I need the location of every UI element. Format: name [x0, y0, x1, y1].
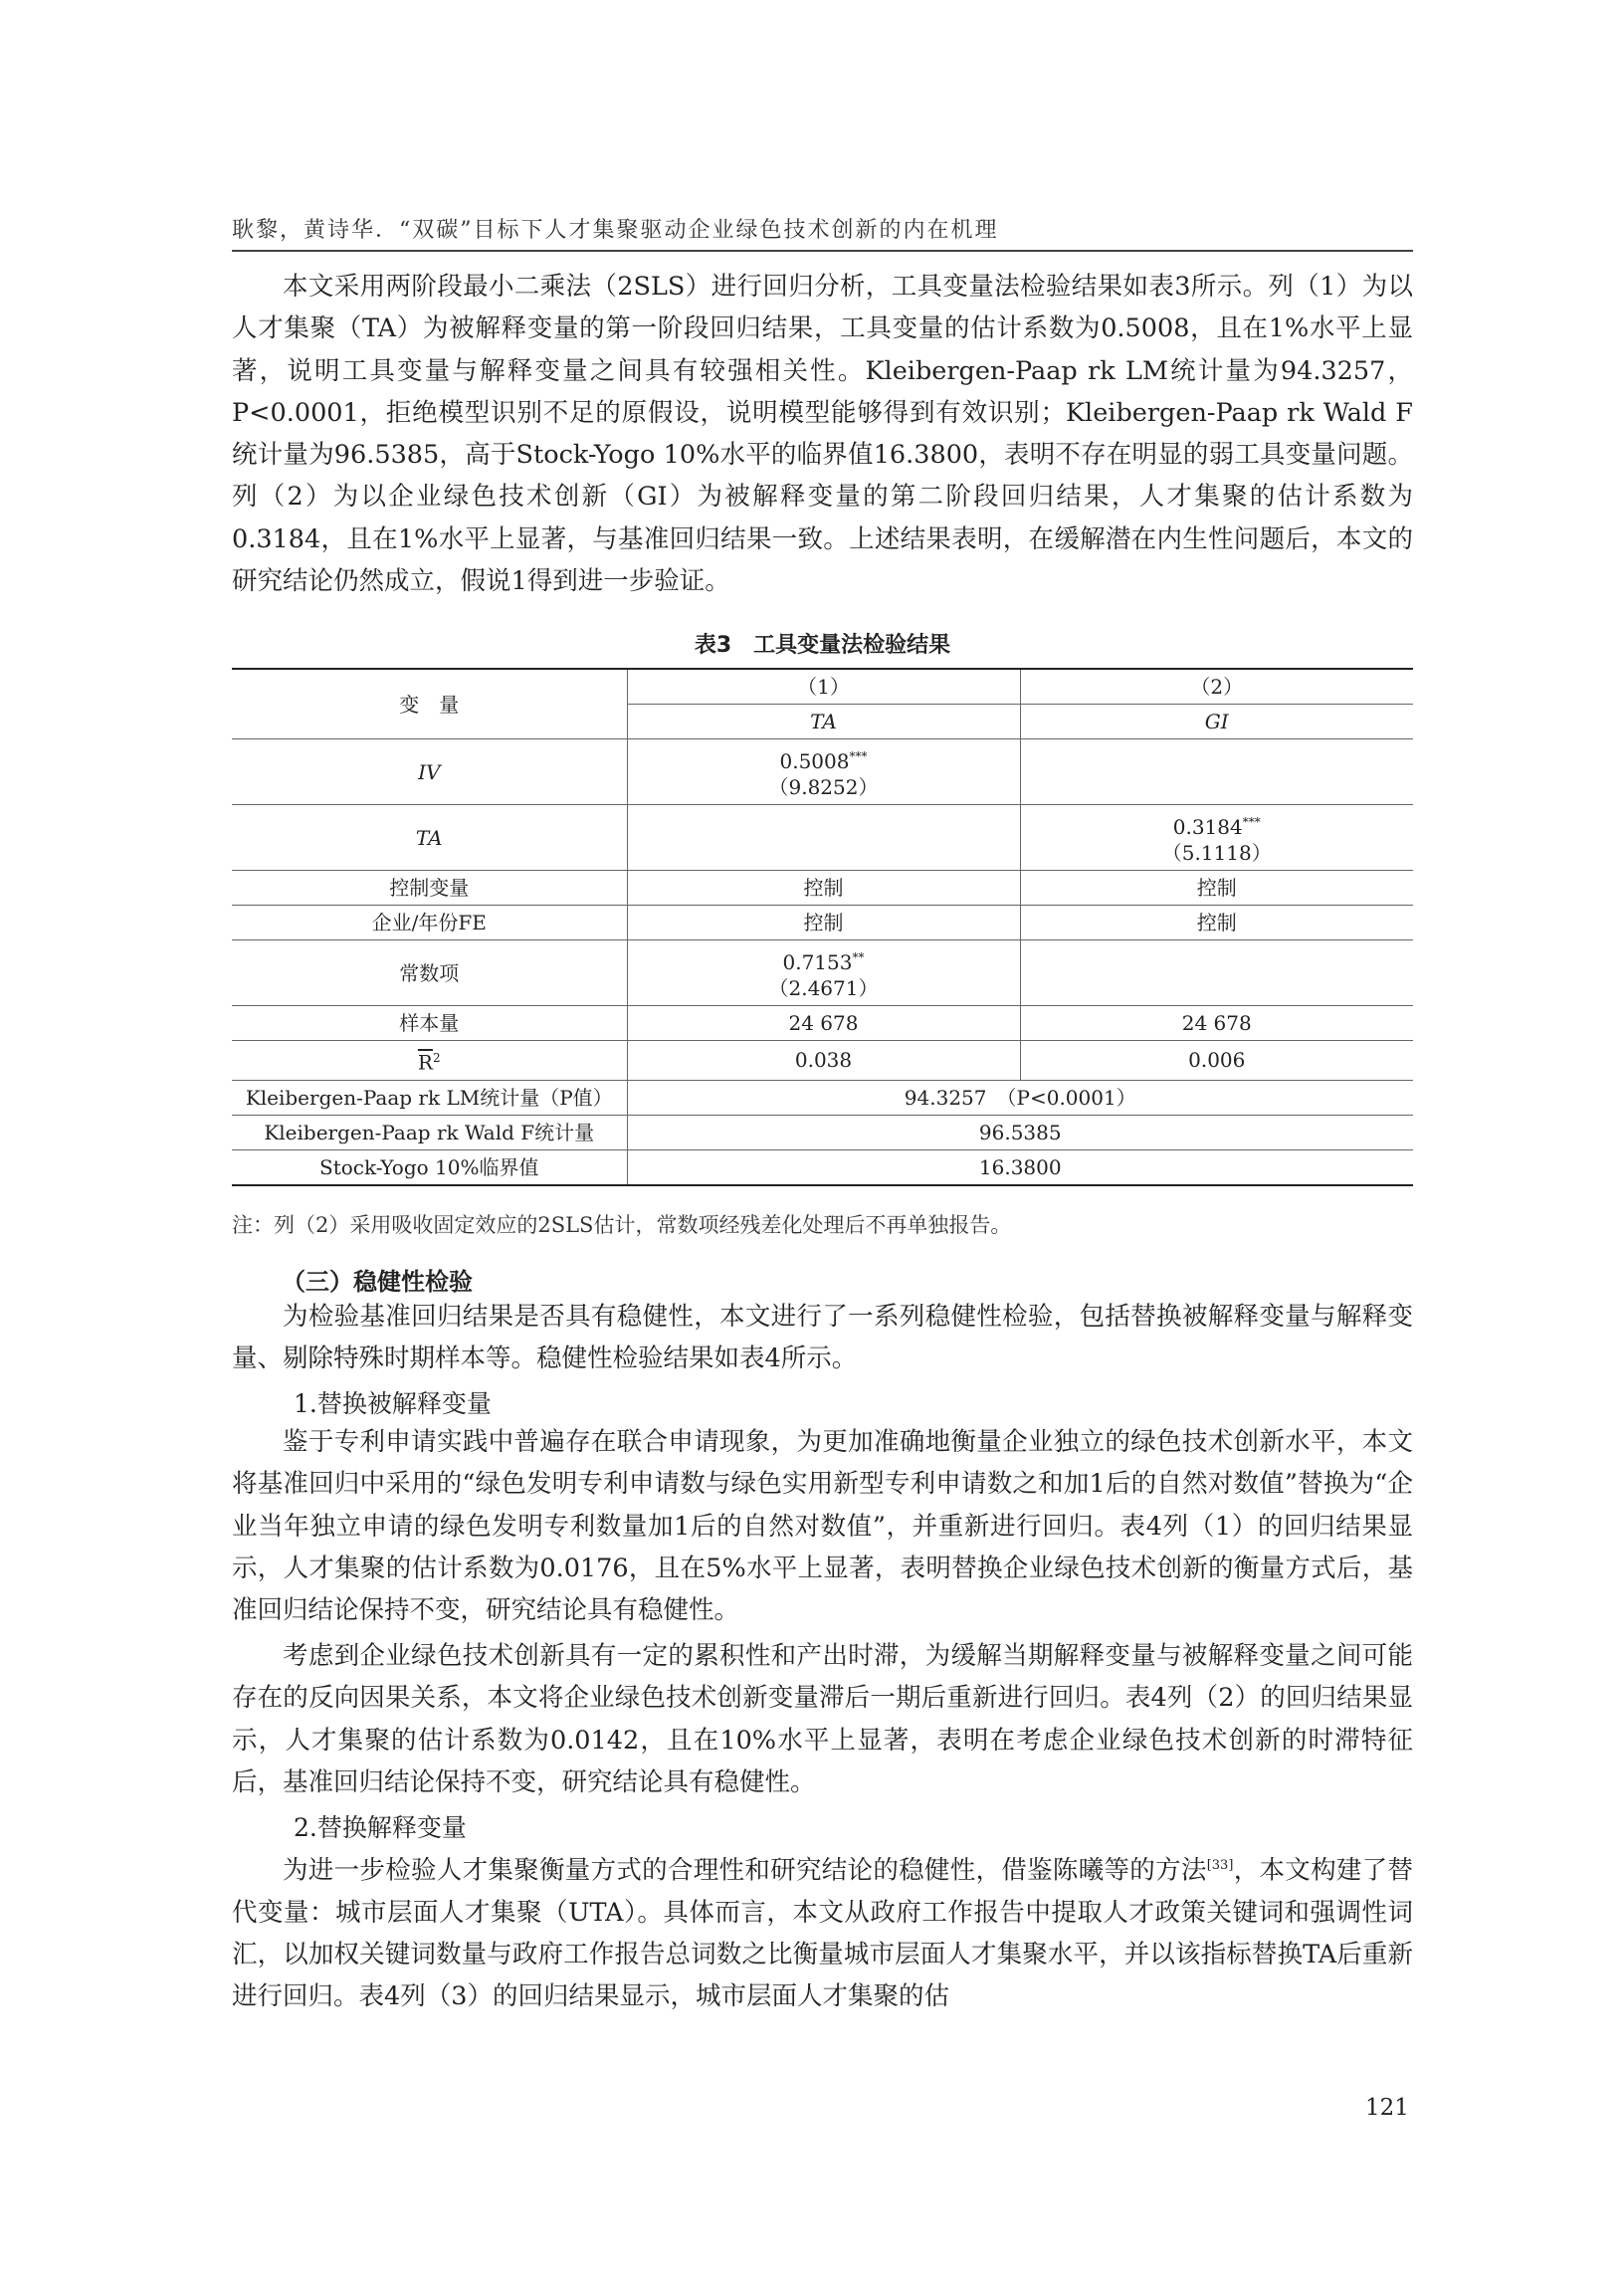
coef-value: 0.3184 — [1172, 815, 1243, 839]
cell-fe-col2: 控制 — [1020, 906, 1413, 940]
cell-iv-col1 — [627, 739, 1020, 805]
section-heading: （三）稳健性检验 — [282, 1268, 473, 1296]
table-row — [232, 805, 1413, 871]
running-header: 耿黎，黄诗华．“双碳”目标下人才集聚驱动企业绿色技术创新的内在机理 — [232, 218, 999, 243]
table-row — [232, 940, 1413, 1006]
t-value: （9.8252） — [768, 775, 879, 799]
table-row — [232, 906, 1413, 940]
table-row — [232, 1006, 1413, 1041]
t-value: （2.4671） — [768, 976, 879, 1000]
cell-ta-col1 — [627, 805, 1020, 871]
row-label-ta: TA — [232, 805, 627, 871]
table-row — [232, 871, 1413, 906]
cell-n-col2: 24 678 — [1020, 1006, 1413, 1041]
cell-iv-col2 — [1020, 739, 1413, 805]
dep-var-col2: GI — [1020, 705, 1413, 739]
header-col2: （2） — [1020, 669, 1413, 705]
row-label-kp-wald: Kleibergen-Paap rk Wald F统计量 — [232, 1115, 627, 1149]
row-label-constant: 常数项 — [232, 940, 627, 1006]
subheading-dependent-variable: 1.替换被解释变量 — [294, 1389, 492, 1418]
page-number: 121 — [1365, 2095, 1409, 2121]
header-variable: 变 量 — [232, 669, 627, 739]
row-label-iv: IV — [232, 739, 627, 805]
table-3-note: 注：列（2）采用吸收固定效应的2SLS估计，常数项经残差化处理后不再单独报告。 — [232, 1213, 1012, 1237]
r-squared-symbol: $\overline{R}^2$ — [417, 1050, 441, 1075]
cell-r2-col1: 0.038 — [627, 1041, 1020, 1081]
row-label-kp-lm: Kleibergen-Paap rk LM统计量（P值） — [232, 1080, 627, 1115]
cell-controls-col1: 控制 — [627, 871, 1020, 906]
t-value: （5.1118） — [1161, 841, 1272, 865]
cell-constant-col1 — [627, 940, 1020, 1006]
cell-constant-col2 — [1020, 940, 1413, 1006]
table-row — [232, 1080, 1413, 1115]
paragraph-2sls-results: 本文采用两阶段最小二乘法（2SLS）进行回归分析，工具变量法检验结果如表3所示。列（1）为以人才集聚（TA）为被解释变量的第一阶段回归结果，工具变量的估计系数为0.5008，且在1%水平上显著，说明工具变量与解释变量之间具有较强相关性。Kleibergen-Paap rk LM统计量为94.3257，P<0.0001，拒绝模型识别不足的原假设，说明模型能够得到有效识别；Kleibergen-Paap rk Wald F统计量为96.5385，高于Stock-Yogo 10%水平的临界值16.3800，表明不存在明显的弱工具变量问题。列（2）为以企业绿色技术创新（GI）为被解释变量的第二阶段回归结果，人才集聚的估计系数为0.3184，且在1%水平上显著，与基准回归结果一致。上述结果表明，在缓解潜在内生性问题后，本文的研究结论仍然成立，假说1得到进一步验证。 — [232, 272, 1413, 597]
table-row — [232, 739, 1413, 805]
cell-n-col1: 24 678 — [627, 1006, 1020, 1041]
table-row — [232, 1115, 1413, 1149]
table-row — [232, 1149, 1413, 1185]
row-label-sample-size: 样本量 — [232, 1006, 627, 1041]
header-col1: （1） — [627, 669, 1020, 705]
cell-ta-col2 — [1020, 805, 1413, 871]
paragraph-replace-dependent: 鉴于专利申请实践中普遍存在联合申请现象，为更加准确地衡量企业独立的绿色技术创新水平，本文将基准回归中采用的“绿色发明专利申请数与绿色实用新型专利申请数之和加1后的自然对数值”替换为“企业当年独立申请的绿色发明专利数量加1后的自然对数值”，并重新进行回归。表4列（1）的回归结果显示，人才集聚的估计系数为0.0176，且在5%水平上显著，表明替换企业绿色技术创新的衡量方式后，基准回归结论保持不变，研究结论具有稳健性。 — [232, 1427, 1413, 1626]
paragraph-replace-explanatory: 为进一步检验人才集聚衡量方式的合理性和研究结论的稳健性，借鉴陈曦等的方法[33]，本文构建了替代变量：城市层面人才集聚（UTA）。具体而言，本文从政府工作报告中提取人才政策关键词和强调性词汇，以加权关键词数量与政府工作报告总词数之比衡量城市层面人才集聚水平，并以该指标替换TA后重新进行回归。表4列（3）的回归结果显示，城市层面人才集聚的估 — [232, 1855, 1413, 2012]
dep-var-col1: TA — [627, 705, 1020, 739]
cell-controls-col2: 控制 — [1020, 871, 1413, 906]
cell-kp-wald-value: 96.5385 — [627, 1115, 1413, 1149]
table-row — [232, 669, 1413, 705]
table-row — [232, 1041, 1413, 1081]
significance-stars: ** — [852, 950, 865, 964]
row-label-r2 — [232, 1041, 627, 1081]
coef-value: 0.7153 — [782, 950, 853, 974]
cell-stock-yogo-value: 16.3800 — [627, 1149, 1413, 1185]
row-label-fe: 企业/年份FE — [232, 906, 627, 940]
cell-fe-col1: 控制 — [627, 906, 1020, 940]
significance-stars: *** — [849, 749, 868, 763]
coef-value: 0.5008 — [779, 749, 850, 773]
cell-r2-col2: 0.006 — [1020, 1041, 1413, 1081]
table-3 — [232, 668, 1413, 1186]
paragraph-robustness-intro: 为检验基准回归结果是否具有稳健性，本文进行了一系列稳健性检验，包括替换被解释变量与解释变量、剔除特殊时期样本等。稳健性检验结果如表4所示。 — [232, 1302, 1413, 1374]
significance-stars: *** — [1242, 815, 1261, 829]
subheading-explanatory-variable: 2.替换解释变量 — [294, 1813, 467, 1842]
row-label-stock-yogo: Stock-Yogo 10%临界值 — [232, 1149, 627, 1185]
row-label-controls: 控制变量 — [232, 871, 627, 906]
paragraph-lagged-dependent: 考虑到企业绿色技术创新具有一定的累积性和产出时滞，为缓解当期解释变量与被解释变量之间可能存在的反向因果关系，本文将企业绿色技术创新变量滞后一期后重新进行回归。表4列（2）的回归结果显示，人才集聚的估计系数为0.0142，且在10%水平上显著，表明在考虑企业绿色技术创新的时滞特征后，基准回归结论保持不变，研究结论具有稳健性。 — [232, 1641, 1413, 1797]
table-3-caption: 表3 工具变量法检验结果 — [694, 633, 951, 658]
cell-kp-lm-value: 94.3257 （P<0.0001） — [627, 1080, 1413, 1115]
citation-ref: [33] — [1206, 1858, 1234, 1873]
header-rule — [232, 250, 1413, 252]
